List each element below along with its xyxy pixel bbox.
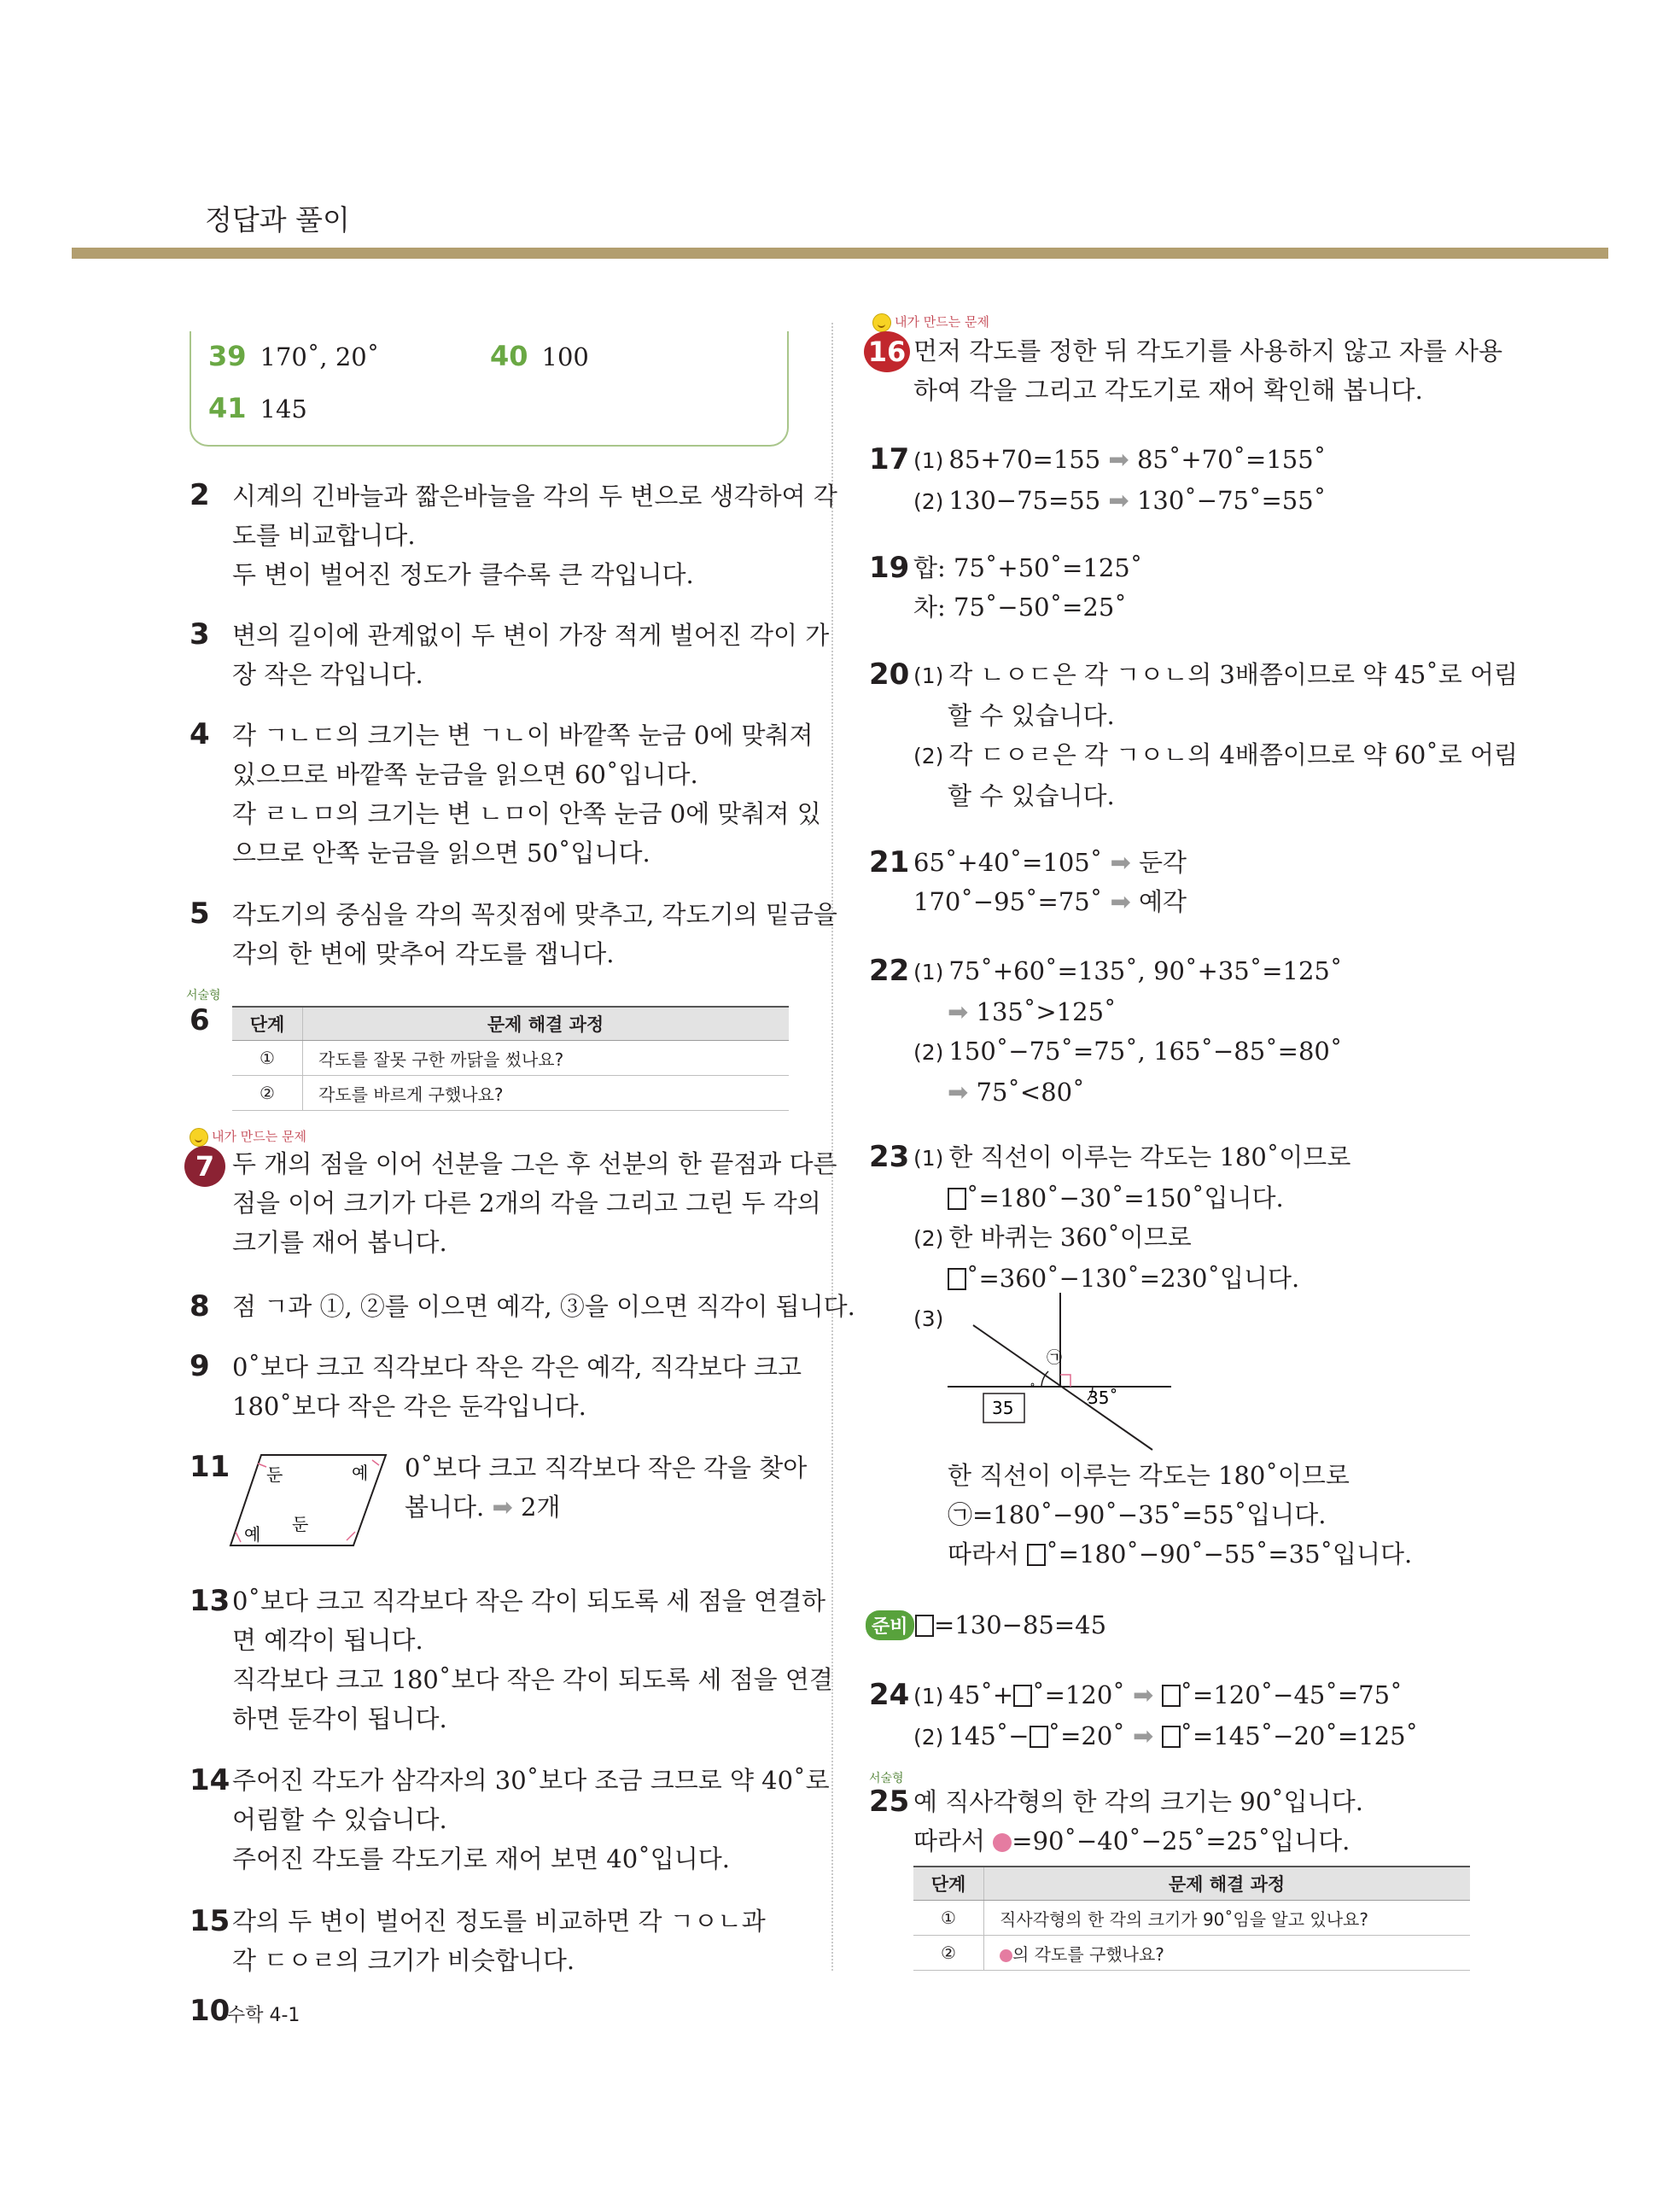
header-divider (72, 248, 1608, 259)
q14-text: 주어진 각도가 삼각자의 30˚보다 조금 크므로 약 40˚로 어림할 수 있습니다. 주어진 각도를 각도기로 재어 보면 40˚입니다. (232, 1766, 830, 1873)
answer-40: 40 100 (490, 340, 589, 372)
q23-3-text: 한 직선이 이루는 각도는 180˚이므로 ㉠=180˚−90˚−35˚=55˚입니다. 따라서 ˚=180˚−90˚−55˚=35˚입니다. (948, 1461, 1413, 1569)
q24-text: (1) 45˚+ ˚=120˚ ➡ ˚=120˚−45˚=75˚ (2) 145˚− ˚=20˚ ➡ ˚=145˚−20˚=125˚ (913, 1680, 1419, 1750)
q3-number: 3 (190, 617, 210, 651)
q25-tag: 서술형 (869, 1772, 904, 1785)
q21-text: 65˚+40˚=105˚ ➡ 둔각 170˚−95˚=75˚ ➡ 예각 (913, 848, 1187, 916)
arrow-right-icon: ➡ (1108, 445, 1129, 474)
q2-text: 시계의 긴바늘과 짧은바늘을 각의 두 변으로 생각하여 각 도를 비교합니다. 두 변이 벌어진 정도가 클수록 큰 각입니다. (232, 482, 837, 589)
q17-text: (1) 85+70=155 ➡ 85˚+70˚=155˚ (2) 130−75=55 ➡ 130˚−75˚=55˚ (913, 445, 1327, 515)
q25-number: 25 (869, 1785, 910, 1819)
q6-rubric-table: 단계 문제 해결 과정 ① 각도를 잘못 구한 까닭을 썼나요? ② 각도를 바르게 구했나요? (232, 1006, 789, 1111)
pink-dot-icon (1000, 1949, 1012, 1962)
q11-parallelogram-figure (227, 1448, 394, 1552)
q20-text: (1) 각 ㄴㅇㄷ은 각 ㄱㅇㄴ의 3배쯤이므로 약 45˚로 어림 할 수 있습니다. (2) 각 ㄷㅇㄹ은 각 ㄱㅇㄴ의 4배쯤이므로 약 60˚로 어림 할 수 있습니다. (913, 660, 1519, 810)
q25-rubric-table: 단계 문제 해결 과정 ① 직사각형의 한 각의 크기가 90˚임을 알고 있나요? ② 의 각도를 구했나요? (913, 1866, 1470, 1971)
q25-text: 예 직사각형의 한 각의 크기는 90˚입니다. 따라서 =90˚−40˚−25˚=25˚입니다. (913, 1787, 1363, 1855)
pink-dot-icon (993, 1833, 1012, 1852)
prep-badge: 준비 (866, 1610, 914, 1640)
q7-text: 두 개의 점을 이어 선분을 그은 후 선분의 한 끝점과 다른 점을 이어 크기가 다른 2개의 각을 그리고 그린 두 각의 크기를 재어 봅니다. (232, 1149, 837, 1257)
q6-tag: 서술형 (186, 989, 221, 1002)
q23-number: 23 (869, 1140, 910, 1174)
q19-text: 합: 75˚+50˚=125˚ 차: 75˚−50˚=25˚ (913, 553, 1143, 622)
blank-box (1162, 1685, 1181, 1707)
q19-number: 19 (869, 551, 910, 585)
q16-text: 먼저 각도를 정한 뒤 각도기를 사용하지 않고 자를 사용 하여 각을 그리고 각도기로 재어 확인해 봅니다. (913, 336, 1503, 405)
arrow-right-icon: ➡ (1110, 887, 1131, 916)
angle-label: 둔 (292, 1514, 309, 1534)
q15-text: 각의 두 변이 벌어진 정도를 비교하면 각 ㄱㅇㄴ과 각 ㄷㅇㄹ의 크기가 비슷합니다. (232, 1907, 766, 1975)
svg-text:˚: ˚ (1030, 1383, 1035, 1397)
arrow-right-icon: ➡ (1110, 848, 1131, 877)
book-title: 수학 4-1 (227, 2005, 300, 2026)
q9-text: 0˚보다 크고 직각보다 작은 각은 예각, 직각보다 크고 180˚보다 작은 각은 둔각입니다. (232, 1353, 802, 1421)
q5-text: 각도기의 중심을 각의 꼭짓점에 맞추고, 각도기의 밑금을 각의 한 변에 맞추어 각도를 잽니다. (232, 900, 837, 968)
q16-number: 16 (864, 331, 910, 372)
q16-tag: 내가 만드는 문제 (872, 313, 989, 332)
q23-angle-figure (948, 1291, 1176, 1462)
q22-text: (1) 75˚+60˚=135˚, 90˚+35˚=125˚ ➡ 135˚>125˚ (2) 150˚−75˚=75˚, 165˚−85˚=80˚ ➡ 75˚<80˚ (913, 956, 1343, 1107)
q15-number: 15 (190, 1904, 230, 1938)
q11-number: 11 (190, 1450, 230, 1484)
q4-text: 각 ㄱㄴㄷ의 크기는 변 ㄱㄴ이 바깥쪽 눈금 0에 맞춰져 있으므로 바깥쪽 눈금을 읽으면 60˚입니다. 각 ㄹㄴㅁ의 크기는 변 ㄴㅁ이 안쪽 눈금 0에 맞춰져 있 으므로 안쪽 눈금을 읽으면 50˚입니다. (232, 721, 821, 868)
arrow-right-icon: ➡ (1133, 1721, 1154, 1750)
box-value: 35 (992, 1398, 1014, 1418)
q22-number: 22 (869, 954, 910, 988)
q3-text: 변의 길이에 관계없이 두 변이 가장 적게 벌어진 각이 가 장 작은 각입니다. (232, 621, 830, 689)
q13-number: 13 (190, 1584, 230, 1618)
angle-label: 둔 (266, 1464, 283, 1485)
q24-number: 24 (869, 1678, 910, 1712)
q2-number: 2 (190, 478, 210, 512)
q21-number: 21 (869, 845, 910, 879)
page-title: 정답과 풀이 (205, 203, 350, 237)
q17-number: 17 (869, 442, 910, 476)
smile-icon (190, 1128, 208, 1147)
prep-text: =130−85=45 (915, 1605, 1106, 1645)
arrow-right-icon: ➡ (492, 1493, 513, 1522)
angle-label: ㉠ (1047, 1349, 1062, 1367)
blank-box (915, 1615, 934, 1637)
blank-box (1030, 1726, 1048, 1748)
q13-text: 0˚보다 크고 직각보다 작은 각이 되도록 세 점을 연결하 면 예각이 됩니다. 직각보다 크고 180˚보다 작은 각이 되도록 세 점을 연결 하면 둔각이 됩니다. (232, 1586, 833, 1733)
angle-label: 예 (244, 1524, 261, 1545)
q6-number: 6 (190, 1003, 210, 1037)
q8-text: 점 ㄱ과 ①, ②를 이으면 예각, ③을 이으면 직각이 됩니다. (232, 1292, 855, 1321)
q7-number: 7 (184, 1146, 225, 1187)
q8-number: 8 (190, 1289, 210, 1323)
arrow-right-icon: ➡ (948, 1078, 969, 1107)
q23-text: (1) 한 직선이 이루는 각도는 180˚이므로 ˚=180˚−30˚=150˚입니다. (2) 한 바퀴는 360˚이므로 ˚=360˚−130˚=230˚입니다. (3) (913, 1142, 1351, 1331)
blank-box (1162, 1726, 1181, 1748)
q11-text: 0˚보다 크고 직각보다 작은 각을 찾아 봅니다. ➡ 2개 (405, 1453, 808, 1522)
q4-number: 4 (190, 717, 210, 751)
q9-number: 9 (190, 1349, 210, 1383)
arrow-right-icon: ➡ (1108, 486, 1129, 515)
q5-number: 5 (190, 897, 210, 931)
blank-box (948, 1268, 966, 1290)
angle-label: 35˚ (1088, 1388, 1118, 1408)
answer-39: 39 170˚, 20˚ (208, 340, 380, 372)
q20-number: 20 (869, 657, 910, 692)
arrow-right-icon: ➡ (1133, 1680, 1154, 1709)
page-number: 10 (190, 1994, 230, 2028)
answer-41: 41 145 (208, 392, 307, 424)
blank-box (1013, 1685, 1032, 1707)
blank-box (948, 1188, 966, 1210)
angle-label: 예 (352, 1463, 369, 1483)
arrow-right-icon: ➡ (948, 997, 969, 1026)
q7-tag: 내가 만드는 문제 (190, 1127, 306, 1147)
blank-box (1027, 1544, 1046, 1566)
q14-number: 14 (190, 1763, 230, 1797)
smile-icon (872, 313, 891, 332)
